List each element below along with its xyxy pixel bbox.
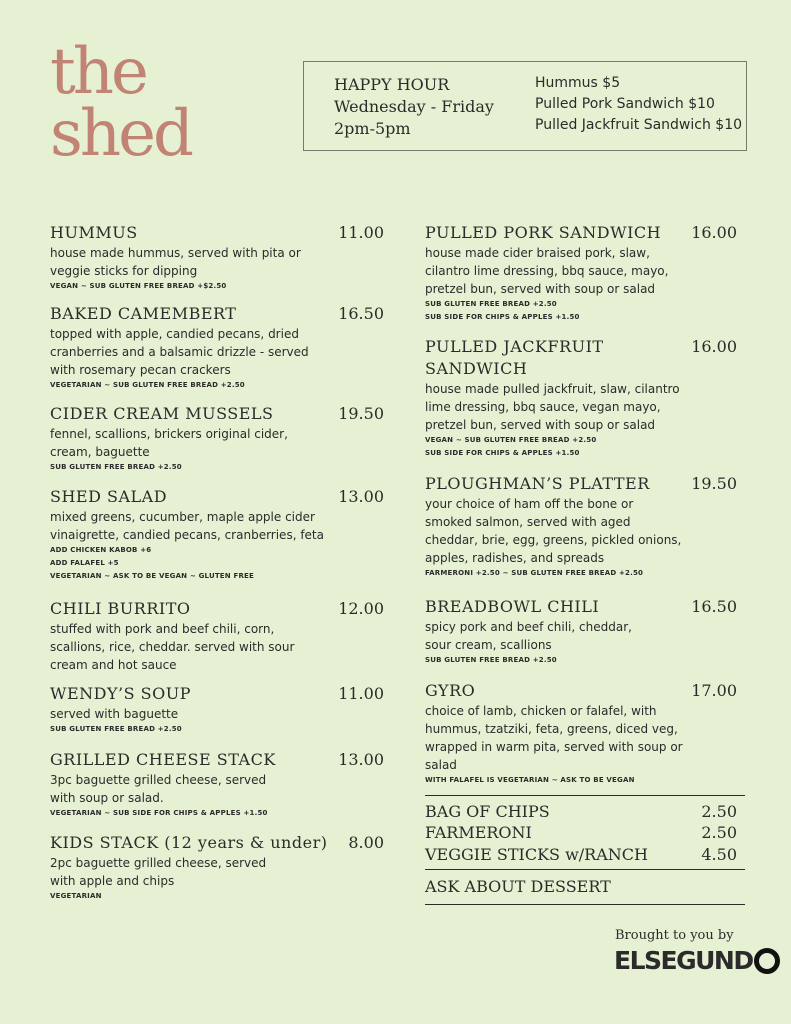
item-note: VEGETARIAN ~ SUB SIDE FOR CHIPS & APPLES +1.50 bbox=[50, 809, 268, 817]
item-description: served with baguette bbox=[50, 707, 179, 721]
side-price: 4.50 bbox=[701, 845, 737, 864]
item-note: VEGAN ~ SUB GLUTEN FREE BREAD +$2.50 bbox=[50, 282, 227, 290]
item-description: spicy pork and beef chili, cheddar, sour cream, scallions bbox=[425, 620, 632, 652]
item-description: 2pc baguette grilled cheese, served with apple and chips bbox=[50, 856, 267, 888]
item-price: 16.00 bbox=[691, 223, 737, 242]
menu-item-kids-stack bbox=[50, 832, 384, 903]
item-note: SUB GLUTEN FREE BREAD +2.50 bbox=[425, 656, 557, 664]
item-price: 12.00 bbox=[338, 599, 384, 618]
item-price: 16.00 bbox=[691, 337, 737, 356]
item-description: choice of lamb, chicken or falafel, with hummus, tzatziki, feta, greens, diced veg, wrapped in warm pita, served with soup or salad bbox=[425, 704, 683, 772]
item-note: FARMERONI +2.50 ~ SUB GLUTEN FREE BREAD +2.50 bbox=[425, 569, 644, 577]
item-note: ADD FALAFEL +5 bbox=[50, 559, 119, 567]
item-name: WENDY’S SOUP bbox=[50, 684, 191, 703]
item-name: HUMMUS bbox=[50, 223, 138, 242]
brought-to-you-by: Brought to you by bbox=[615, 928, 734, 943]
item-name: KIDS STACK (12 years & under) bbox=[50, 833, 328, 852]
item-description: house made hummus, served with pita or veggie sticks for dipping bbox=[50, 246, 301, 278]
item-description: house made cider braised pork, slaw, cilantro lime dressing, bbq sauce, mayo, pretzel bun, served with soup or salad bbox=[425, 246, 669, 296]
item-note: SUB GLUTEN FREE BREAD +2.50 bbox=[50, 463, 182, 471]
side-name: VEGGIE STICKS w/RANCH bbox=[425, 845, 648, 864]
divider bbox=[425, 869, 745, 870]
happy-hour-days: Wednesday - Friday bbox=[334, 97, 494, 116]
dessert-note: ASK ABOUT DESSERT bbox=[425, 877, 611, 896]
item-price: 13.00 bbox=[338, 487, 384, 506]
item-description: house made pulled jackfruit, slaw, cilantro lime dressing, bbq sauce, vegan mayo, pretzel bun, served with soup or salad bbox=[425, 382, 680, 432]
item-note: WITH FALAFEL IS VEGETARIAN ~ ASK TO BE VEGAN bbox=[425, 776, 635, 784]
item-price: 11.00 bbox=[338, 684, 384, 703]
logo-line-the: the bbox=[50, 35, 146, 109]
item-note: SUB GLUTEN FREE BREAD +2.50 bbox=[425, 300, 557, 308]
the-shed-logo bbox=[48, 35, 208, 190]
happy-hour-box bbox=[303, 61, 747, 151]
item-name: PULLED PORK SANDWICH bbox=[425, 223, 662, 242]
item-name: BAKED CAMEMBERT bbox=[50, 304, 237, 323]
item-name: PULLED JACKFRUIT SANDWICH bbox=[425, 337, 604, 378]
item-price: 19.50 bbox=[691, 474, 737, 493]
brand-text: ELSEGUND bbox=[614, 946, 753, 975]
item-name: BREADBOWL CHILI bbox=[425, 597, 600, 616]
item-price: 16.50 bbox=[338, 304, 384, 323]
menu-item-chili-burrito bbox=[50, 598, 384, 674]
item-note: SUB GLUTEN FREE BREAD +2.50 bbox=[50, 725, 182, 733]
item-name: PLOUGHMAN’S PLATTER bbox=[425, 474, 650, 493]
item-note: SUB SIDE FOR CHIPS & APPLES +1.50 bbox=[425, 313, 580, 321]
item-name: GRILLED CHEESE STACK bbox=[50, 750, 276, 769]
item-price: 13.00 bbox=[338, 750, 384, 769]
happy-hour-special: Pulled Jackfruit Sandwich $10 bbox=[535, 117, 743, 133]
item-description: mixed greens, cucumber, maple apple cider vinaigrette, candied pecans, cranberries, feta bbox=[50, 510, 324, 542]
item-description: topped with apple, candied pecans, dried cranberries and a balsamic drizzle - served with rosemary pecan crackers bbox=[50, 327, 309, 377]
item-price: 11.00 bbox=[338, 223, 384, 242]
happy-hour-title: HAPPY HOUR bbox=[334, 75, 450, 94]
item-note: VEGAN ~ SUB GLUTEN FREE BREAD +2.50 bbox=[425, 436, 597, 444]
menu-item-breadbowl-chili bbox=[425, 596, 737, 667]
brand-o-ring-icon bbox=[754, 948, 780, 974]
menu-item-wendys-soup bbox=[50, 683, 384, 736]
item-description: 3pc baguette grilled cheese, served with soup or salad. bbox=[50, 773, 267, 805]
menu-item-gyro bbox=[425, 680, 737, 787]
menu-item-baked-camembert bbox=[50, 303, 384, 392]
side-item bbox=[425, 822, 737, 843]
elsegundo-logo bbox=[614, 946, 780, 975]
logo-line-shed: shed bbox=[50, 97, 191, 171]
item-name: GYRO bbox=[425, 681, 476, 700]
menu-item-cider-cream-mussels bbox=[50, 403, 384, 474]
item-price: 16.50 bbox=[691, 597, 737, 616]
item-description: your choice of ham off the bone or smoked salmon, served with aged cheddar, brie, egg, greens, pickled onions, apples, radishes, and spreads bbox=[425, 497, 682, 565]
happy-hour-time: 2pm-5pm bbox=[334, 119, 411, 138]
item-name: CIDER CREAM MUSSELS bbox=[50, 404, 274, 423]
happy-hour-special: Hummus $5 bbox=[535, 75, 621, 91]
menu-item-hummus bbox=[50, 222, 384, 293]
item-price: 19.50 bbox=[338, 404, 384, 423]
side-price: 2.50 bbox=[701, 802, 737, 821]
happy-hour-specials bbox=[535, 73, 742, 136]
item-price: 17.00 bbox=[691, 681, 737, 700]
item-note: VEGETARIAN ~ ASK TO BE VEGAN ~ GLUTEN FREE bbox=[50, 572, 255, 580]
divider bbox=[425, 904, 745, 905]
side-name: BAG OF CHIPS bbox=[425, 802, 550, 821]
divider bbox=[425, 795, 745, 796]
menu-item-ploughmans-platter bbox=[425, 473, 737, 580]
side-price: 2.50 bbox=[701, 823, 737, 842]
menu-item-pulled-jackfruit-sandwich bbox=[425, 336, 737, 460]
item-name: SHED SALAD bbox=[50, 487, 168, 506]
side-item bbox=[425, 801, 737, 822]
item-description: stuffed with pork and beef chili, corn, scallions, rice, cheddar. served with sour cream and hot sauce bbox=[50, 622, 295, 672]
item-description: fennel, scallions, brickers original cider, cream, baguette bbox=[50, 427, 288, 459]
menu-item-shed-salad bbox=[50, 486, 384, 583]
menu-item-pulled-pork-sandwich bbox=[425, 222, 737, 324]
item-note: ADD CHICKEN KABOB +6 bbox=[50, 546, 152, 554]
happy-hour-special: Pulled Pork Sandwich $10 bbox=[535, 96, 715, 112]
item-note: VEGETARIAN ~ SUB GLUTEN FREE BREAD +2.50 bbox=[50, 381, 245, 389]
menu-item-grilled-cheese-stack bbox=[50, 749, 384, 820]
item-note: SUB SIDE FOR CHIPS & APPLES +1.50 bbox=[425, 449, 580, 457]
side-item bbox=[425, 844, 737, 865]
item-name: CHILI BURRITO bbox=[50, 599, 191, 618]
item-note: VEGETARIAN bbox=[50, 892, 102, 900]
happy-hour-heading bbox=[334, 74, 494, 140]
item-price: 8.00 bbox=[348, 833, 384, 852]
side-name: FARMERONI bbox=[425, 823, 532, 842]
